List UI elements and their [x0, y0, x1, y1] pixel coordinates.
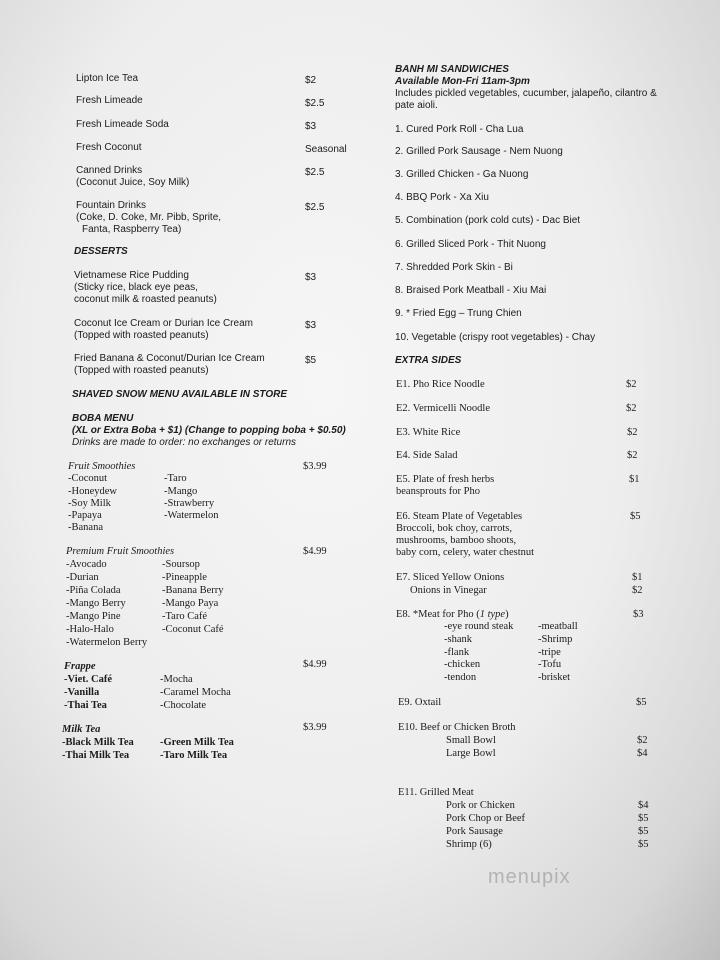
drink-price: $2 — [305, 75, 317, 86]
side-price: $2 — [627, 450, 638, 461]
side-price: $3 — [633, 609, 644, 620]
list-item: -eye round steak — [444, 621, 514, 632]
banh-mi-availability: Available Mon-Fri 11am-3pm — [395, 76, 530, 87]
drink-price: $3 — [305, 121, 317, 132]
list-item: -Papaya — [68, 510, 102, 521]
side-price: $5 — [630, 511, 641, 522]
side-price: $1 — [632, 572, 643, 583]
list-item: -Viet. Café — [64, 674, 113, 685]
side-sub-name: Pork Sausage — [446, 826, 503, 837]
list-item: -tendon — [444, 672, 477, 683]
side-price: $5 — [638, 826, 649, 837]
side-sub-name: Small Bowl — [446, 735, 496, 746]
frappe-title: Frappe — [64, 661, 96, 672]
list-item: -Caramel Mocha — [160, 687, 231, 698]
side-price: $2 — [626, 403, 637, 414]
side-name: E10. Beef or Chicken Broth — [398, 722, 516, 733]
list-item: -Piña Colada — [66, 585, 121, 596]
banh-mi-note: Includes pickled vegetables, cucumber, jalapeño, cilantro & — [395, 88, 657, 99]
list-item: -Avocado — [66, 559, 107, 570]
list-item: -Soursop — [162, 559, 200, 570]
premium-smoothies-title: Premium Fruit Smoothies — [66, 546, 175, 557]
boba-note: Drinks are made to order: no exchanges or returns — [72, 437, 296, 448]
side-price: $5 — [638, 813, 649, 824]
list-item: -Soy Milk — [68, 498, 111, 509]
list-item: -brisket — [538, 672, 571, 683]
list-item: -Coconut — [68, 473, 108, 484]
list-item: -Halo-Halo — [66, 624, 114, 635]
list-item: -Mango Paya — [162, 598, 219, 609]
side-sub-name: Pork or Chicken — [446, 800, 515, 811]
extra-sides-header: EXTRA SIDES — [395, 355, 462, 366]
list-item: -Honeydew — [68, 486, 117, 497]
list-item: -Banana Berry — [162, 585, 224, 596]
drink-price: $2.5 — [305, 202, 325, 213]
list-item: -Shrimp — [538, 634, 573, 645]
shaved-snow-notice: SHAVED SNOW MENU AVAILABLE IN STORE — [72, 389, 288, 400]
dessert-name: Vietnamese Rice Pudding — [74, 270, 189, 281]
watermark: menupix — [488, 866, 571, 888]
side-price: $4 — [637, 748, 648, 759]
side-sub-name: Shrimp (6) — [446, 839, 492, 850]
banh-mi-item: 1. Cured Pork Roll - Cha Lua — [395, 124, 524, 135]
side-name: E2. Vermicelli Noodle — [396, 403, 490, 414]
list-item: -Tofu — [538, 659, 562, 670]
frappe-price: $4.99 — [303, 659, 327, 670]
list-item: -Durian — [66, 572, 99, 583]
side-price: $2 — [626, 379, 637, 390]
side-price: $4 — [638, 800, 649, 811]
drink-name: Fountain Drinks — [76, 200, 147, 211]
banh-mi-item: 7. Shredded Pork Skin - Bi — [395, 262, 513, 273]
dessert-note: coconut milk & roasted peanuts) — [74, 294, 217, 305]
side-name: E7. Sliced Yellow Onions — [396, 572, 505, 583]
side-price: $2 — [637, 735, 648, 746]
list-item: -Taro Milk Tea — [160, 750, 228, 761]
list-item: -Mango Berry — [66, 598, 126, 609]
drink-price: $2.5 — [305, 167, 325, 178]
list-item: -Mango — [164, 486, 198, 497]
drink-name: Fresh Coconut — [76, 142, 142, 153]
dessert-note: (Topped with roasted peanuts) — [74, 365, 209, 376]
side-note: Broccoli, bok choy, carrots, — [396, 523, 512, 534]
side-name: E3. White Rice — [396, 427, 461, 438]
banh-mi-item: 4. BBQ Pork - Xa Xiu — [395, 192, 489, 203]
milk-tea-price: $3.99 — [303, 722, 327, 733]
list-item: -Mocha — [160, 674, 193, 685]
banh-mi-item: 6. Grilled Sliced Pork - Thit Nuong — [395, 239, 546, 250]
list-item: -flank — [444, 647, 470, 658]
list-item: -Black Milk Tea — [62, 737, 134, 748]
drink-price: Seasonal — [305, 144, 347, 155]
side-name: Onions in Vinegar — [410, 585, 487, 596]
side-sub-name: Large Bowl — [446, 748, 496, 759]
list-item: -Strawberry — [164, 498, 215, 509]
side-price: $2 — [632, 585, 643, 596]
side-name — [396, 609, 509, 621]
fruit-smoothies-price: $3.99 — [303, 461, 327, 472]
list-item: -Banana — [68, 522, 103, 533]
boba-header: BOBA MENU — [72, 413, 134, 424]
list-item: -Chocolate — [160, 700, 207, 711]
dessert-price: $5 — [305, 355, 317, 366]
list-item: -Coconut Café — [162, 624, 224, 635]
list-item: -Thai Milk Tea — [62, 750, 130, 761]
drink-price: $2.5 — [305, 98, 325, 109]
dessert-name: Coconut Ice Cream or Durian Ice Cream — [74, 318, 253, 329]
drink-name: Lipton Ice Tea — [76, 73, 139, 84]
list-item: -Taro — [164, 473, 187, 484]
dessert-note: (Sticky rice, black eye peas, — [74, 282, 198, 293]
dessert-price: $3 — [305, 272, 317, 283]
banh-mi-item: 9. * Fried Egg – Trung Chien — [395, 308, 522, 319]
drink-name: Fresh Limeade Soda — [76, 119, 169, 130]
side-price: $1 — [629, 474, 640, 485]
side-name: E4. Side Salad — [396, 450, 458, 461]
drink-note: (Coconut Juice, Soy Milk) — [76, 177, 190, 188]
drink-note: (Coke, D. Coke, Mr. Pibb, Sprite, — [76, 212, 222, 223]
side-name: E11. Grilled Meat — [398, 787, 474, 798]
side-name: E6. Steam Plate of Vegetables — [396, 511, 523, 522]
side-sub-name: Pork Chop or Beef — [446, 813, 526, 824]
premium-smoothies-price: $4.99 — [303, 546, 327, 557]
side-name-end: ) — [505, 609, 509, 620]
dessert-name: Fried Banana & Coconut/Durian Ice Cream — [74, 353, 265, 364]
side-note: baby corn, celery, water chestnut — [396, 547, 535, 558]
drink-name: Canned Drinks — [76, 165, 143, 176]
milk-tea-title: Milk Tea — [62, 724, 101, 735]
banh-mi-item: 3. Grilled Chicken - Ga Nuong — [395, 169, 529, 180]
list-item: -Vanilla — [64, 687, 100, 698]
banh-mi-header: BANH MI SANDWICHES — [395, 64, 509, 75]
side-price: $5 — [636, 697, 647, 708]
list-item: -Watermelon Berry — [66, 637, 148, 648]
list-item: -Taro Café — [162, 611, 208, 622]
list-item: -shank — [444, 634, 472, 645]
side-name: E5. Plate of fresh herbs — [396, 474, 495, 485]
dessert-price: $3 — [305, 320, 317, 331]
side-price: $2 — [627, 427, 638, 438]
boba-subheader: (XL or Extra Boba + $1) (Change to popping boba + $0.50) — [72, 425, 346, 436]
drink-name: Fresh Limeade — [76, 95, 143, 106]
fruit-smoothies-title: Fruit Smoothies — [68, 461, 136, 472]
drink-note: Fanta, Raspberry Tea) — [82, 224, 182, 235]
side-name: E9. Oxtail — [398, 697, 442, 708]
banh-mi-item: 8. Braised Pork Meatball - Xiu Mai — [395, 285, 547, 296]
list-item: -chicken — [444, 659, 481, 670]
banh-mi-item: 5. Combination (pork cold cuts) - Dac Biet — [395, 215, 581, 226]
list-item: -Green Milk Tea — [160, 737, 234, 748]
side-name-type: 1 type — [479, 609, 506, 620]
banh-mi-item: 2. Grilled Pork Sausage - Nem Nuong — [395, 146, 563, 157]
side-note: mushrooms, bamboo shoots, — [396, 535, 517, 546]
list-item: -Thai Tea — [64, 700, 107, 711]
banh-mi-item: 10. Vegetable (crispy root vegetables) - Chay — [395, 332, 596, 343]
list-item: -Pineapple — [162, 572, 207, 583]
dessert-note: (Topped with roasted peanuts) — [74, 330, 209, 341]
list-item: -Mango Pine — [66, 611, 121, 622]
desserts-header: DESSERTS — [74, 246, 128, 257]
banh-mi-note: pate aioli. — [395, 100, 438, 111]
side-note: beansprouts for Pho — [396, 486, 480, 497]
list-item: -Watermelon — [164, 510, 219, 521]
list-item: -meatball — [538, 621, 578, 632]
side-name-part: E8. *Meat for Pho ( — [396, 609, 480, 620]
list-item: -tripe — [538, 647, 561, 658]
side-price: $5 — [638, 839, 649, 850]
side-name: E1. Pho Rice Noodle — [396, 379, 485, 390]
